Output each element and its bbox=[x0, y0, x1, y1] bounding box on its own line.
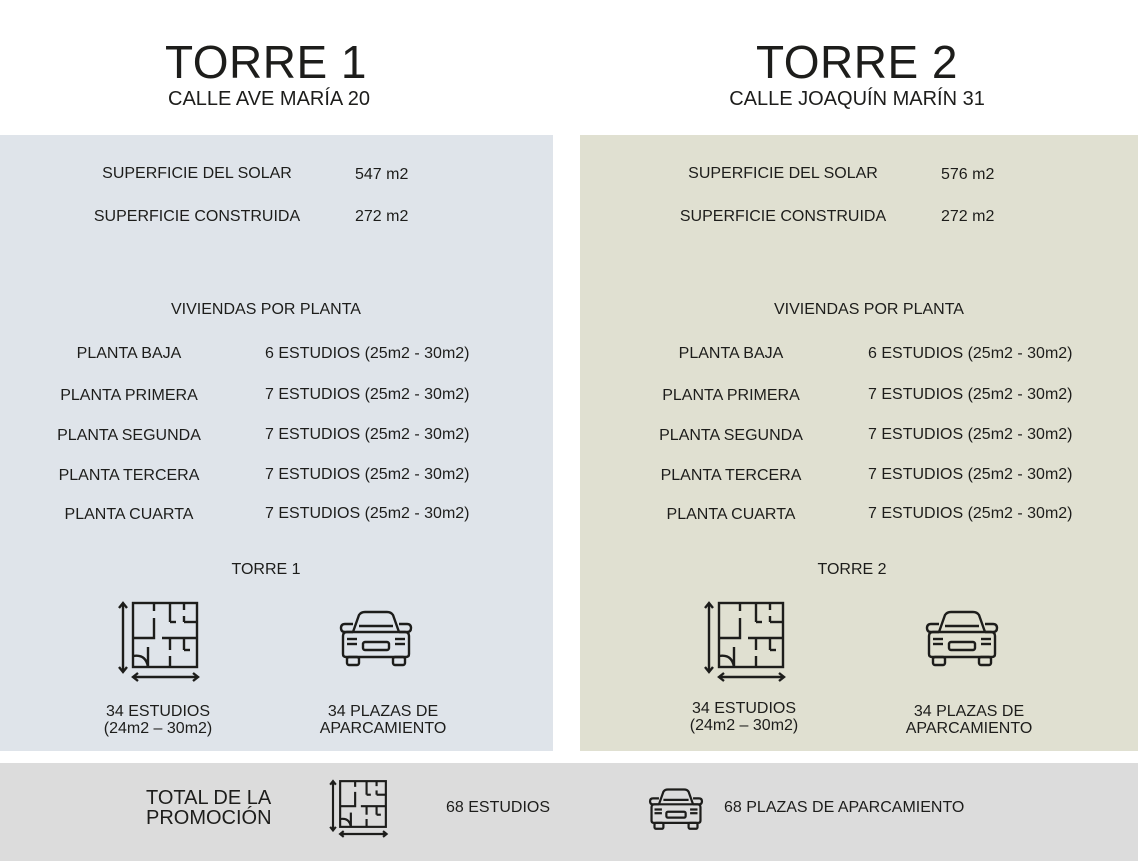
plazas-line1: 34 PLAZAS DE bbox=[913, 703, 1025, 720]
plazas-caption bbox=[869, 703, 1069, 737]
total-label-line2: PROMOCIÓN bbox=[146, 807, 272, 829]
planta-value: 7 ESTUDIOS (25m2 - 30m2) bbox=[868, 505, 1073, 522]
planta-label: PLANTA TERCERA bbox=[58, 467, 200, 484]
viviendas-heading: VIVIENDAS POR PLANTA bbox=[774, 301, 964, 318]
plazas-line2: APARCAMIENTO bbox=[319, 720, 447, 737]
superficie-solar-value: 576 m2 bbox=[941, 166, 995, 183]
planta-label: PLANTA TERCERA bbox=[660, 467, 802, 484]
planta-label: PLANTA SEGUNDA bbox=[659, 427, 803, 444]
planta-value: 6 ESTUDIOS (25m2 - 30m2) bbox=[265, 345, 470, 362]
planta-value: 7 ESTUDIOS (25m2 - 30m2) bbox=[265, 386, 470, 403]
torre1-panel bbox=[0, 135, 553, 751]
estudios-count: 34 ESTUDIOS bbox=[691, 700, 797, 717]
floor-plan-icon bbox=[700, 600, 788, 684]
estudios-caption bbox=[58, 703, 258, 737]
car-icon bbox=[337, 610, 415, 668]
planta-value: 7 ESTUDIOS (25m2 - 30m2) bbox=[265, 426, 470, 443]
viviendas-heading: VIVIENDAS POR PLANTA bbox=[171, 301, 361, 318]
estudios-size: (24m2 – 30m2) bbox=[689, 717, 799, 734]
planta-value: 7 ESTUDIOS (25m2 - 30m2) bbox=[868, 426, 1073, 443]
total-bar bbox=[0, 763, 1138, 861]
total-estudios: 68 ESTUDIOS bbox=[446, 799, 551, 816]
planta-value: 7 ESTUDIOS (25m2 - 30m2) bbox=[265, 466, 470, 483]
estudios-count: 34 ESTUDIOS bbox=[105, 703, 211, 720]
plazas-line1: 34 PLAZAS DE bbox=[327, 703, 439, 720]
planta-value: 7 ESTUDIOS (25m2 - 30m2) bbox=[868, 386, 1073, 403]
floor-plan-icon bbox=[326, 779, 390, 839]
planta-value: 7 ESTUDIOS (25m2 - 30m2) bbox=[868, 466, 1073, 483]
superficie-construida-label: SUPERFICIE CONSTRUIDA bbox=[679, 208, 887, 225]
torre2-title: TORRE 2 bbox=[755, 36, 959, 88]
planta-label: PLANTA BAJA bbox=[678, 345, 784, 362]
planta-label: PLANTA SEGUNDA bbox=[57, 427, 201, 444]
torre1-title: TORRE 1 bbox=[164, 36, 368, 88]
planta-label: PLANTA PRIMERA bbox=[60, 387, 198, 404]
total-plazas: 68 PLAZAS DE APARCAMIENTO bbox=[724, 799, 965, 816]
car-icon bbox=[647, 788, 705, 831]
superficie-construida-value: 272 m2 bbox=[355, 208, 409, 225]
floor-plan-icon bbox=[114, 600, 202, 684]
total-label bbox=[146, 788, 272, 828]
superficie-construida-value: 272 m2 bbox=[941, 208, 995, 225]
estudios-size: (24m2 – 30m2) bbox=[103, 720, 213, 737]
torre1-address: CALLE AVE MARÍA 20 bbox=[168, 88, 370, 110]
planta-value: 6 ESTUDIOS (25m2 - 30m2) bbox=[868, 345, 1073, 362]
estudios-caption bbox=[644, 700, 844, 734]
torre2-panel bbox=[580, 135, 1138, 751]
torre2-address: CALLE JOAQUÍN MARÍN 31 bbox=[729, 88, 985, 110]
planta-label: PLANTA PRIMERA bbox=[662, 387, 800, 404]
planta-label: PLANTA BAJA bbox=[76, 345, 182, 362]
car-icon bbox=[923, 610, 1001, 668]
plazas-line2: APARCAMIENTO bbox=[905, 720, 1033, 737]
plazas-caption bbox=[283, 703, 483, 737]
superficie-solar-label: SUPERFICIE DEL SOLAR bbox=[688, 165, 878, 182]
planta-label: PLANTA CUARTA bbox=[666, 506, 796, 523]
torre-summary-heading: TORRE 1 bbox=[231, 561, 301, 578]
torre-summary-heading: TORRE 2 bbox=[817, 561, 887, 578]
superficie-solar-value: 547 m2 bbox=[355, 166, 409, 183]
superficie-solar-label: SUPERFICIE DEL SOLAR bbox=[102, 165, 292, 182]
planta-label: PLANTA CUARTA bbox=[64, 506, 194, 523]
superficie-construida-label: SUPERFICIE CONSTRUIDA bbox=[93, 208, 301, 225]
planta-value: 7 ESTUDIOS (25m2 - 30m2) bbox=[265, 505, 470, 522]
total-label-line1: TOTAL DE LA bbox=[146, 787, 272, 809]
